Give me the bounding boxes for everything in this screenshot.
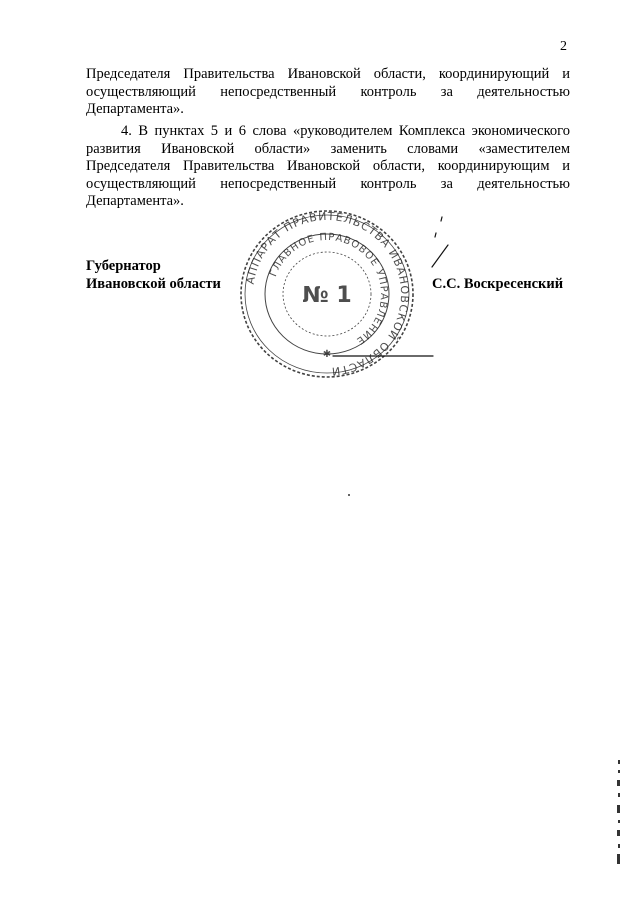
signatory-title-line2: Ивановской области (86, 275, 221, 292)
svg-text:✱: ✱ (322, 349, 332, 360)
scan-margin-mark (612, 760, 626, 870)
paragraph-continuation: Председателя Правительства Ивановской области, координирующий и осуществляющий непосредственный контроль за деятельностью Департамента». (86, 66, 570, 117)
seal-inner-text: ГЛАВНОЕ ПРАВОВОЕ УПРАВЛЕНИЕ (268, 231, 390, 347)
handwritten-signature (328, 215, 458, 365)
page-number: 2 (560, 39, 567, 54)
seal-outer-text: АППАРАТ ПРАВИТЕЛЬСТВА ИВАНОВСКОЙ ОБЛАСТИ (243, 209, 412, 378)
signatory-title-line1: Губернатор (86, 258, 161, 274)
signatory-name: С.С. Воскресенский (432, 276, 564, 292)
seal-center-text: № 1 (302, 283, 352, 308)
scan-speck (348, 494, 350, 496)
paragraph-item-4: 4. В пунктах 5 и 6 слова «руководителем Комплекса экономического развития Ивановской области» заменить словами «заместителем Председателя Правительства Ивановской области, координирующим и осуществляющий непосредственный контроль за деятельностью Департамента». (86, 123, 570, 209)
signatory-title (86, 258, 221, 293)
